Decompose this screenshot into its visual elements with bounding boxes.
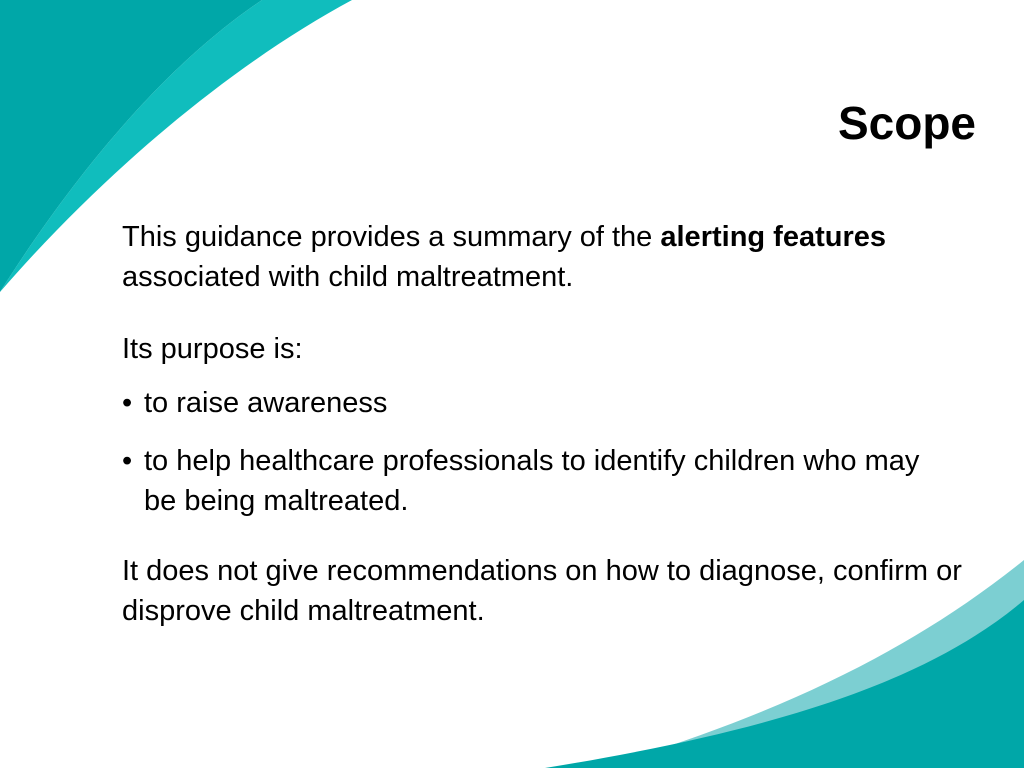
- bullet-text: to raise awareness: [144, 387, 388, 419]
- bullet-text: to help healthcare professionals to identify children who may be being maltreated.: [144, 445, 920, 517]
- intro-text-after: associated with child maltreatment.: [122, 261, 574, 293]
- closing-paragraph: It does not give recommendations on how to diagnose, confirm or disprove child maltreatment.: [122, 555, 962, 627]
- purpose-heading: Its purpose is:: [122, 333, 303, 365]
- slide-title: Scope: [837, 97, 976, 149]
- list-item: [122, 383, 944, 423]
- intro-text-before: This guidance provides a summary of the: [122, 221, 661, 253]
- bullet-marker: •: [122, 445, 133, 477]
- intro-text-bold: alerting features: [660, 221, 887, 253]
- list-item: [122, 441, 944, 521]
- purpose-list: [122, 383, 982, 521]
- bullet-marker: •: [122, 387, 133, 419]
- intro-paragraph: [122, 217, 902, 297]
- slide-body: [122, 217, 982, 631]
